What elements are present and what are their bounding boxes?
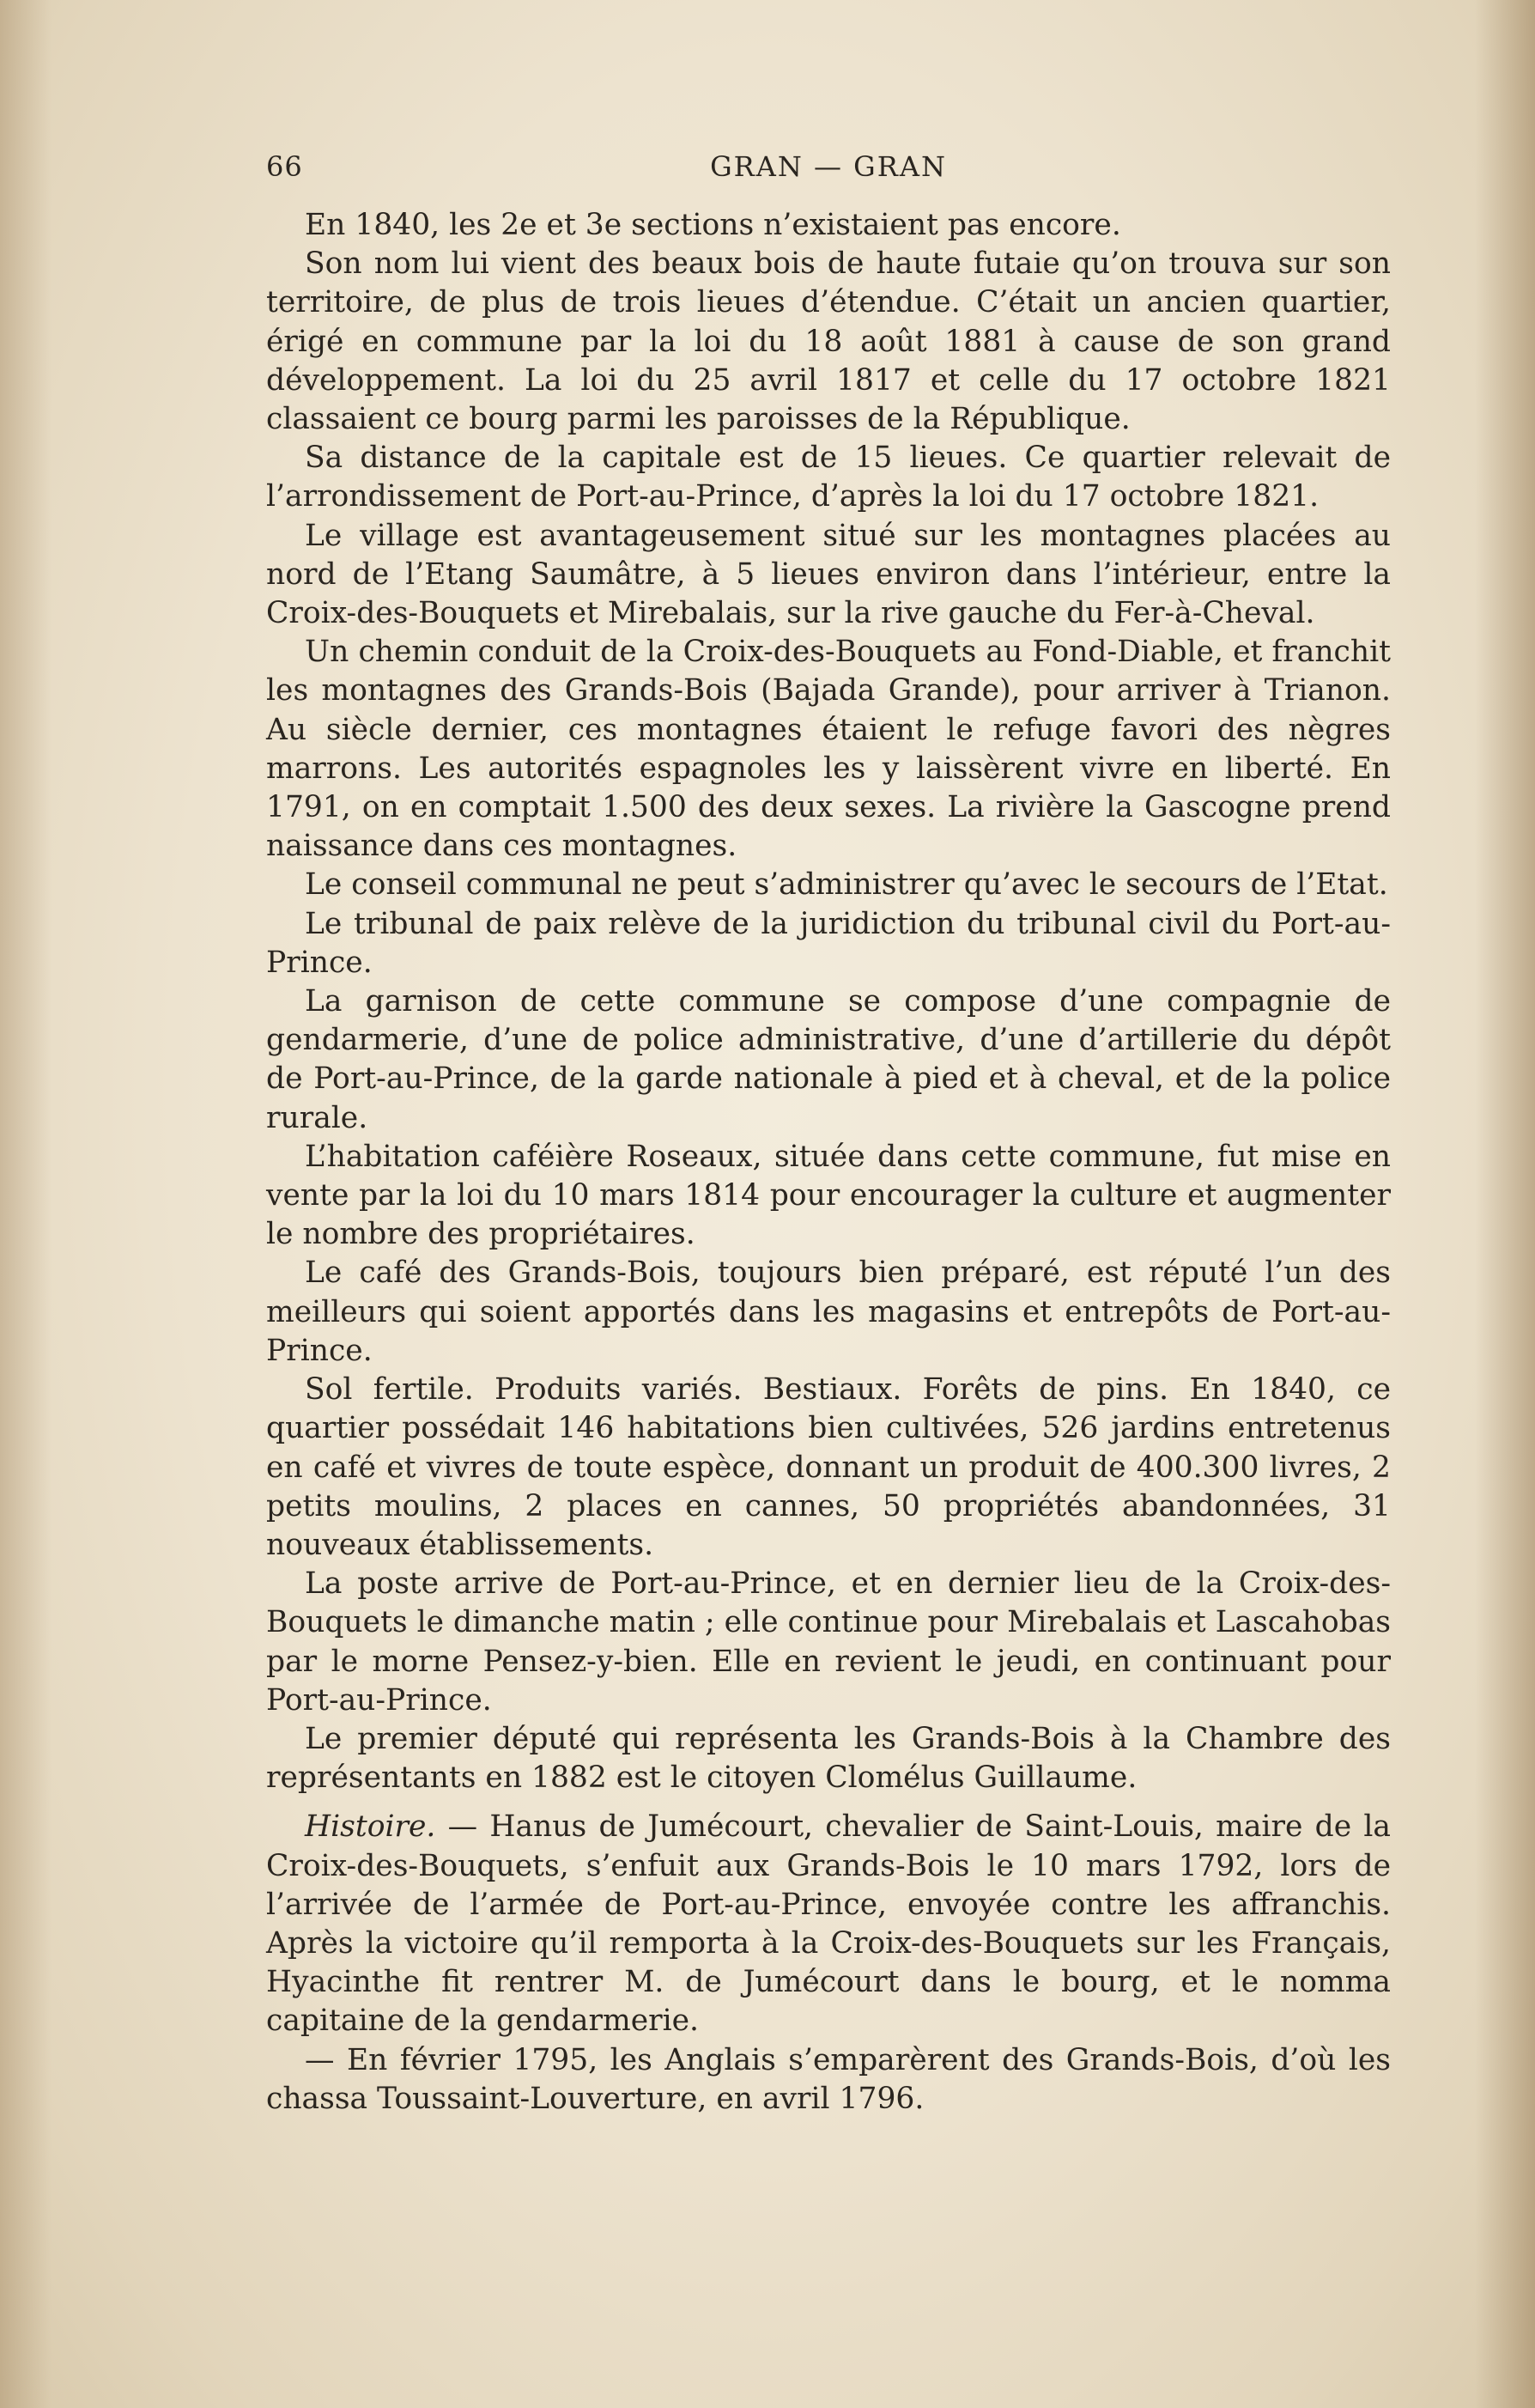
paragraph: Le village est avantageusement situé sur les montagnes placées au nord de l’Etang Saumâtre, à 5 lieues environ dans l’intérieur, entre la Croix-des-Bouquets et Mirebalais, sur la rive gauche du Fer-à-Cheval.	[266, 518, 1391, 631]
body-text	[266, 206, 1391, 2119]
paragraph: L’habitation caféière Roseaux, située dans cette commune, fut mise en vente par la loi du 10 mars 1814 pour encourager la culture et augmenter le nombre des propriétaires.	[266, 1139, 1391, 1252]
paragraph: Son nom lui vient des beaux bois de haute futaie qu’on trouva sur son territoire, de plus de trois lieues d’étendue. C’était un ancien quartier, érigé en commune par la loi du 18 août 1881 à cause de son grand développement. La loi du 25 avril 1817 et celle du 17 octobre 1821 classaient ce bourg parmi les paroisses de la République.	[266, 246, 1391, 437]
paragraph: Sol fertile. Produits variés. Bestiaux. Forêts de pins. En 1840, ce quartier possédait 146 habitations bien cultivées, 526 jardins entretenus en café et vivres de toute espèce, donnant un produit de 400.300 livres, 2 petits moulins, 2 places en cannes, 50 propriétés abandonnées, 31 nouveaux établissements.	[266, 1372, 1391, 1562]
paragraph: Sa distance de la capitale est de 15 lieues. Ce quartier relevait de l’arrondissement de Port-au-Prince, d’après la loi du 17 octobre 1821.	[266, 441, 1391, 514]
paragraph: Le café des Grands-Bois, toujours bien préparé, est réputé l’un des meilleurs qui soient apportés dans les magasins et entrepôts de Port-au-Prince.	[266, 1256, 1391, 1368]
paragraph: La poste arrive de Port-au-Prince, et en dernier lieu de la Croix-des-Bouquets le dimanche matin ; elle continue pour Mirebalais et Lascahobas par le morne Pensez-y-bien. Elle en revient le jeudi, en continuant pour Port-au-Prince.	[266, 1566, 1391, 1718]
history-label: Histoire.	[305, 1809, 436, 1845]
history-paragraph	[266, 1808, 1391, 2040]
page-header	[266, 150, 1391, 193]
paragraph: Le conseil communal ne peut s’administrer qu’avec le secours de l’Etat.	[305, 867, 1388, 903]
paragraph: Le premier député qui représenta les Grands-Bois à la Chambre des représentants en 1882 est le citoyen Clomélus Guillaume.	[266, 1721, 1391, 1796]
paragraph: La garnison de cette commune se compose d’une compagnie de gendarmerie, d’une de police administrative, d’une d’artillerie du dépôt de Port-au-Prince, de la garde nationale à pied et à cheval, et de la police rurale.	[266, 984, 1391, 1135]
paragraph: En 1840, les 2e et 3e sections n’existaient pas encore.	[305, 208, 1121, 242]
running-head: GRAN — GRAN	[710, 150, 947, 183]
history-text: — Hanus de Jumécourt, chevalier de Saint-Louis, maire de la Croix-des-Bouquets, s’enfuit aux Grands-Bois le 10 mars 1792, lors de l’arrivée de l’armée de Port-au-Prince, envoyée contre les affranchis. Après la victoire qu’il remporta à la Croix-des-Bouquets sur les Français, Hyacinthe fit rentrer M. de Jumécourt dans le bourg, et le nomma capitaine de la gendarmerie.	[266, 1809, 1391, 2039]
page-shadow-right	[1475, 0, 1535, 2408]
paragraph: Un chemin conduit de la Croix-des-Bouquets au Fond-Diable, et franchit les montagnes des Grands-Bois (Bajada Grande), pour arriver à Trianon. Au siècle dernier, ces montagnes étaient le refuge favori des nègres marrons. Les autorités espagnoles les y laissèrent vivre en liberté. En 1791, on en comptait 1.500 des deux sexes. La rivière la Gascogne prend naissance dans ces montagnes.	[266, 635, 1391, 864]
page-number: 66	[266, 150, 303, 183]
page-shadow-left	[0, 0, 52, 2408]
history-last-paragraph: — En février 1795, les Anglais s’emparèrent des Grands-Bois, d’où les chassa Toussaint-Louverture, en avril 1796.	[266, 2042, 1391, 2116]
paragraph: Le tribunal de paix relève de la juridiction du tribunal civil du Port-au-Prince.	[266, 906, 1391, 980]
